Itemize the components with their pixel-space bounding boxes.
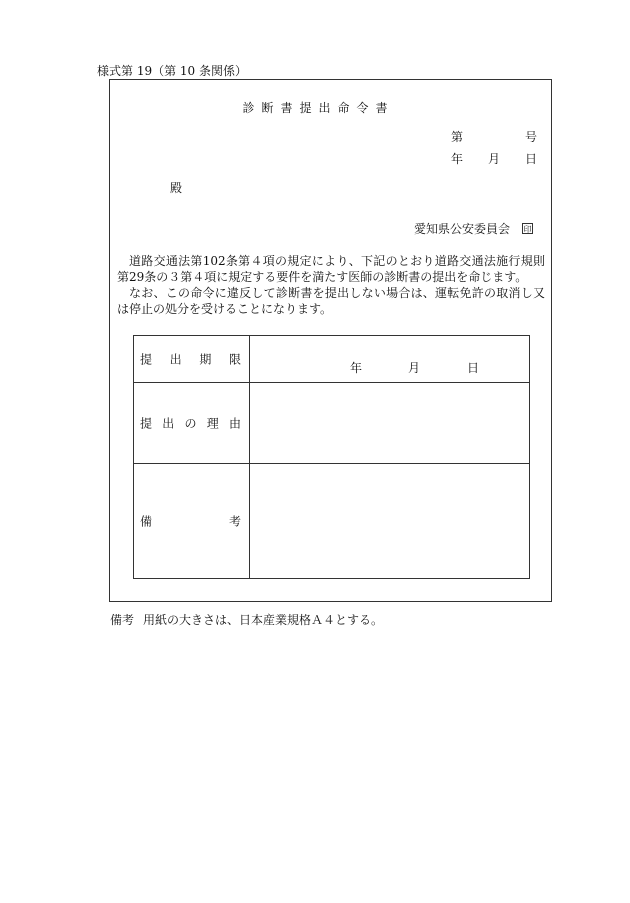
body-text bbox=[117, 253, 545, 317]
table-row-reason bbox=[134, 383, 529, 464]
footnote-head: 備考 bbox=[110, 613, 135, 627]
label-char: 提 bbox=[140, 416, 153, 431]
body-paragraph-2: なお、この命令に違反して診断書を提出しない場合は、運転免許の取消し又は停止の処分を受けることになります。 bbox=[117, 286, 545, 316]
issue-date-row bbox=[451, 150, 537, 167]
deadline-label bbox=[134, 336, 250, 382]
issuer-name: 愛知県公安委員会 bbox=[414, 222, 511, 236]
label-char: 出 bbox=[169, 352, 182, 367]
addressee-honorific: 殿 bbox=[170, 181, 183, 195]
document-number-row bbox=[451, 128, 537, 145]
reason-label bbox=[134, 383, 250, 463]
issue-day: 日 bbox=[524, 152, 537, 166]
label-char: 出 bbox=[162, 416, 175, 431]
deadline-year: 年 bbox=[350, 361, 363, 375]
issue-month: 月 bbox=[487, 152, 500, 166]
footnote-text: 用紙の大きさは、日本産業規格Ａ４とする。 bbox=[143, 613, 384, 627]
issuer-block bbox=[414, 220, 533, 237]
issue-year: 年 bbox=[451, 152, 464, 166]
reason-value bbox=[250, 383, 529, 463]
deadline-value bbox=[250, 336, 529, 382]
number-prefix: 第 bbox=[451, 130, 464, 144]
footnote bbox=[110, 611, 383, 628]
label-char: 由 bbox=[228, 416, 241, 431]
table-row-remarks bbox=[134, 464, 529, 578]
label-char: 期 bbox=[199, 352, 212, 367]
seal-mark: 印 bbox=[523, 225, 532, 234]
deadline-day: 日 bbox=[467, 361, 480, 375]
number-suffix: 号 bbox=[524, 130, 537, 144]
body-paragraph-1: 道路交通法第102条第４項の規定により、下記のとおり道路交通法施行規則第29条の３第４項に規定する要件を満たす医師の診断書の提出を命じます。 bbox=[117, 254, 545, 284]
label-char: 考 bbox=[228, 514, 241, 529]
deadline-month: 月 bbox=[408, 361, 421, 375]
form-number-label: 様式第 19（第 10 条関係） bbox=[97, 64, 247, 78]
label-char: 理 bbox=[206, 416, 219, 431]
table-row-deadline bbox=[134, 336, 529, 383]
label-char: 提 bbox=[140, 352, 153, 367]
label-char: の bbox=[184, 416, 197, 431]
remarks-label bbox=[134, 464, 250, 578]
details-table bbox=[133, 335, 530, 579]
document-title: 診断書提出命令書 bbox=[242, 101, 395, 115]
label-char: 限 bbox=[228, 352, 241, 367]
remarks-value bbox=[250, 464, 529, 578]
label-char: 備 bbox=[140, 514, 153, 529]
